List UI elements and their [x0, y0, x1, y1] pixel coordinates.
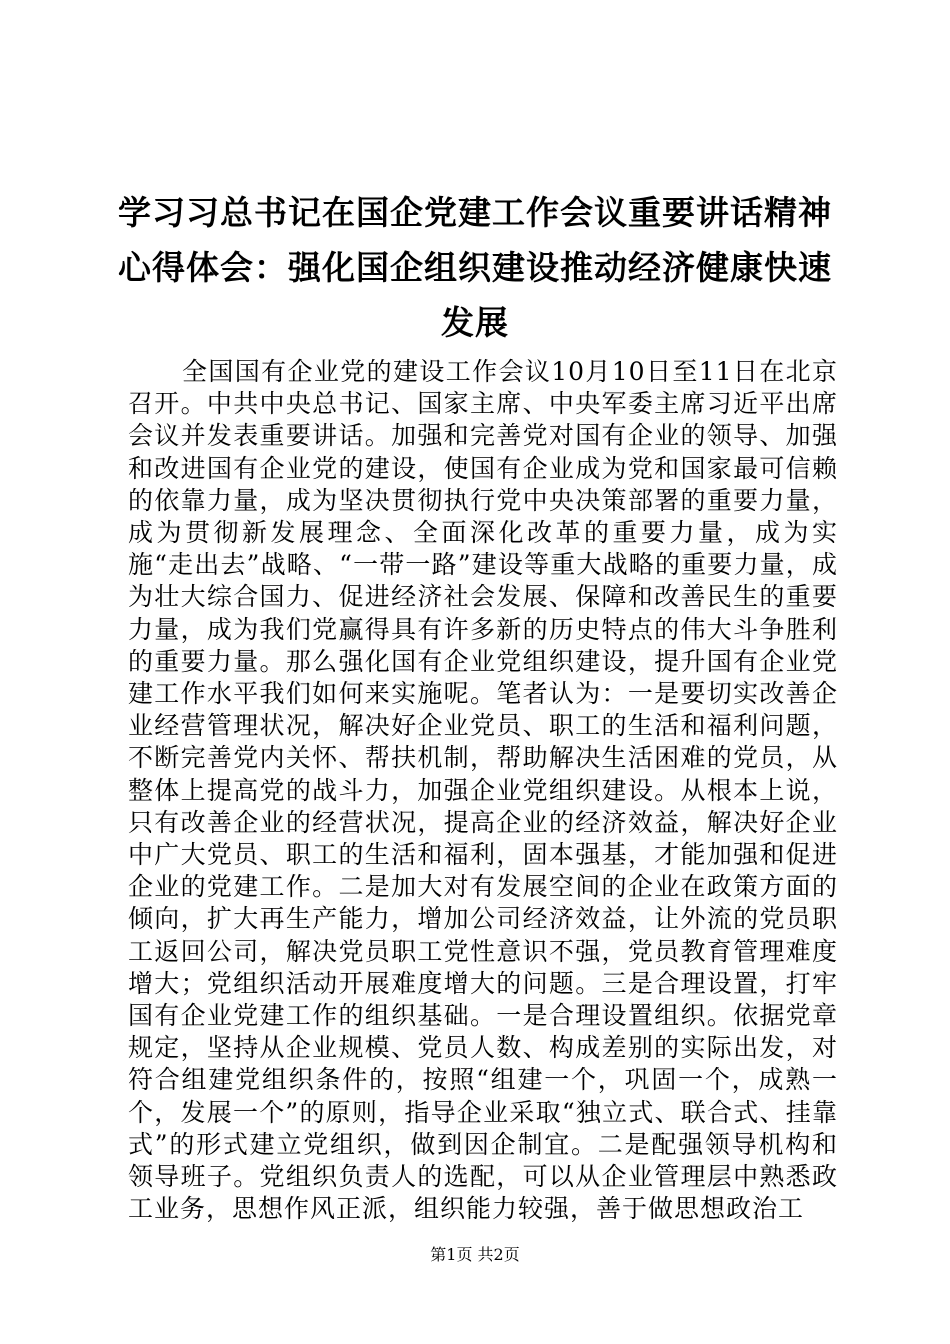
body-paragraph: 全国国有企业党的建设工作会议10月10日至11日在北京召开。中共中央总书记、国家主席、中央军委主席习近平出席会议并发表重要讲话。加强和完善党对国有企业的领导、加强和改进国有企业党的建设，使国有企业成为党和国家最可信赖的依靠力量，成为坚决贯彻执行党中央决策部署的重要力量，成为贯彻新发展理念、全面深化改革的重要力量，成为实施“走出去”战略、“一带一路”建设等重大战略的重要力量，成为壮大综合国力、促进经济社会发展、保障和改善民生的重要力量，成为我们党赢得具有许多新的历史特点的伟大斗争胜利的重要力量。那么强化国有企业党组织建设，提升国有企业党建工作水平我们如何来实施呢。笔者认为：一是要切实改善企业经营管理状况，解决好企业党员、职工的生活和福利问题，不断完善党内关怀、帮扶机制，帮助解决生活困难的党员，从整体上提高党的战斗力，加强企业党组织建设。从根本上说，只有改善企业的经营状况，提高企业的经济效益，解决好企业中广大党员、职工的生活和福利，固本强基，才能加强和促进企业的党建工作。二是加大对有发展空间的企业在政策方面的倾向，扩大再生产能力，增加公司经济效益，让外流的党员职工返回公司，解决党员职工党性意识不强，党员教育管理难度增大；党组织活动开展难度增大的问题。三是合理设置，打牢国有企业党建工作的组织基础。一是合理设置组织。依据党章规定，坚持从企业规模、党员人数、构成差别的实际出发，对符合组建党组织条件的，按照“组建一个，巩固一个，成熟一个，发展一个”的原则，指导企业采取“独立式、联合式、挂靠式”的形式建立党组织，做到因企制宜。二是配强领导机构和领导班子。党组织负责人的选配，可以从企业管理层中熟悉政工业务，思想作风正派，组织能力较强，善于做思想政治工 — [128, 357, 838, 1224]
page-footer: 第1页 共2页 — [430, 1245, 520, 1264]
document-title: 学习习总书记在国企党建工作会议重要讲话精神心得体会：强化国企组织建设推动经济健康快速发展 — [118, 193, 832, 342]
